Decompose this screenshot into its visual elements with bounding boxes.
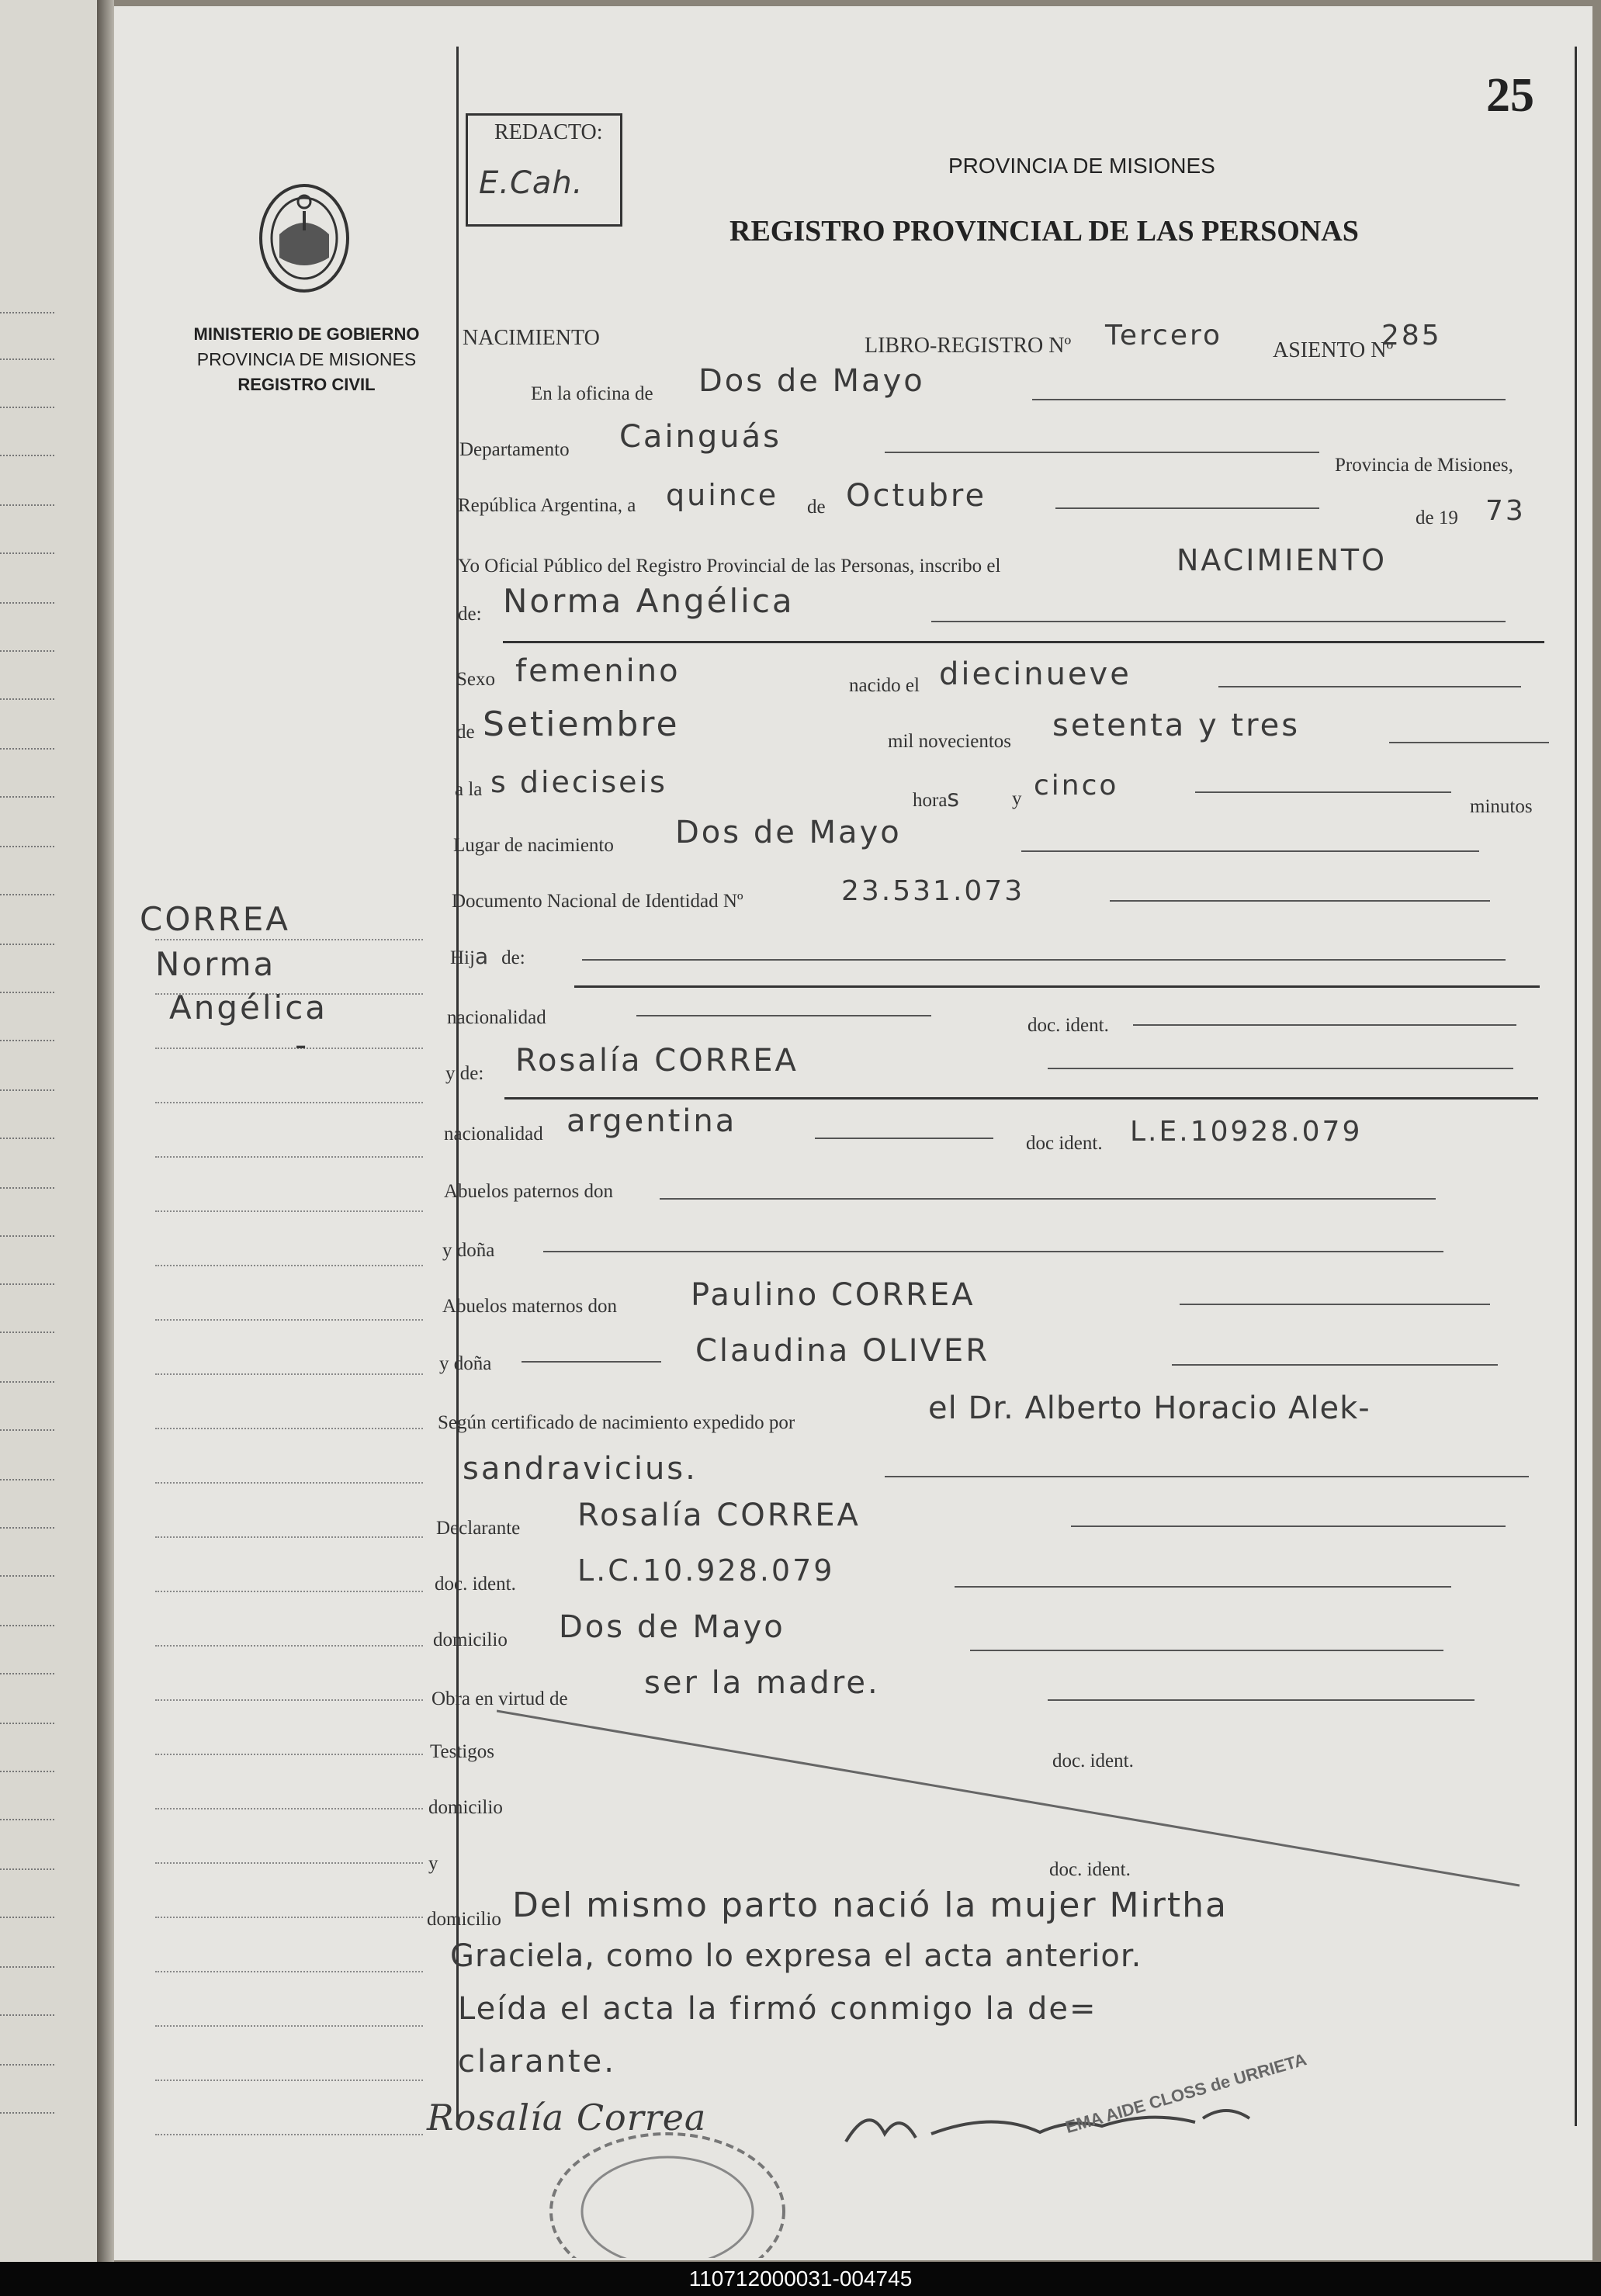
declarante-label: Declarante	[436, 1518, 521, 1539]
lugar-value: Dos de Mayo	[675, 815, 902, 850]
libro-value: Tercero	[1105, 320, 1223, 351]
declarante-line	[1071, 1525, 1506, 1527]
abuelo-materno-line	[1180, 1304, 1490, 1305]
madre-underline	[504, 1097, 1538, 1100]
docident3-line	[955, 1586, 1451, 1588]
nombre-line	[931, 621, 1506, 622]
ydona1-label: y doña	[442, 1240, 495, 1261]
obra-value: ser la madre.	[644, 1665, 880, 1701]
yde-label: y de:	[445, 1063, 484, 1084]
docident2-label: doc ident.	[1026, 1133, 1103, 1154]
docident5-label: doc. ident.	[1049, 1859, 1131, 1880]
nombre-value: Norma Angélica	[503, 582, 795, 620]
minutos-line	[1195, 791, 1451, 793]
certificado-label: Según certificado de nacimiento expedido por	[438, 1412, 795, 1433]
docident1-label: doc. ident.	[1027, 1015, 1109, 1036]
anio-label: de 19	[1416, 507, 1458, 528]
book-gutter	[97, 0, 114, 2262]
madre-line	[1048, 1068, 1513, 1069]
horas-suffix: s	[947, 785, 962, 812]
mes-value: Octubre	[846, 478, 987, 514]
note-line4: clarante.	[458, 2044, 616, 2080]
dni-label: Documento Nacional de Identidad Nº	[452, 891, 743, 912]
docident4-label: doc. ident.	[1052, 1751, 1134, 1771]
oficial-value: NACIMIENTO	[1176, 543, 1388, 577]
certificado-value1: el Dr. Alberto Horacio Alek-	[928, 1390, 1371, 1426]
de-colon-label: de:	[458, 604, 482, 625]
nacionalidad1-label: nacionalidad	[447, 1007, 546, 1028]
oficina-label: En la oficina de	[531, 383, 653, 404]
asiento-label: ASIENTO Nº	[1273, 338, 1394, 362]
declarant-signature: Rosalía Correa	[427, 2097, 707, 2138]
anio-nac-value: setenta y tres	[1052, 708, 1301, 743]
lugar-line	[1021, 850, 1479, 852]
minutos-value: cinco	[1034, 770, 1119, 802]
redacto-initials: E.Cah.	[479, 165, 584, 201]
mil-label: mil novecientos	[888, 731, 1011, 752]
oficina-line	[1032, 399, 1506, 400]
provincial-seal-icon	[256, 180, 353, 296]
docident2-value: L.E.10928.079	[1130, 1116, 1363, 1148]
dni-line	[1110, 900, 1490, 902]
nacido-label: nacido el	[849, 675, 920, 696]
hijo-label-pre: Hij	[450, 947, 475, 968]
ydona2-label: y doña	[439, 1353, 492, 1374]
departamento-label: Departamento	[459, 439, 570, 460]
oficina-value: Dos de Mayo	[698, 363, 925, 399]
hijo-label-mark: a	[474, 944, 491, 969]
mes-line	[1055, 507, 1319, 509]
y2-label: y	[428, 1853, 438, 1874]
official-name-stamp: EMA AIDE CLOSS de URRIETA	[1063, 2049, 1309, 2138]
hijo-label-post: de:	[501, 947, 525, 968]
note-line3: Leída el acta la firmó conmigo la de=	[458, 1991, 1097, 2027]
departamento-line	[885, 452, 1319, 453]
nacido-line	[1218, 686, 1521, 687]
nacionalidad2-line	[815, 1138, 993, 1139]
hijo-underline	[574, 985, 1540, 988]
anio-value: 73	[1485, 495, 1526, 527]
de2-label: de	[456, 722, 475, 743]
margin-dash: -	[295, 1026, 310, 1064]
sexo-label: Sexo	[456, 669, 495, 690]
ministry-line2: PROVINCIA DE MISIONES	[196, 349, 417, 369]
margin-name1: Norma	[155, 945, 276, 983]
abuela-materna-line	[1172, 1364, 1498, 1366]
hijo-line	[582, 959, 1506, 961]
abuelo-materno-value: Paulino CORREA	[691, 1277, 976, 1313]
note-line2: Graciela, como lo expresa el acta anterior.	[450, 1938, 1142, 1974]
record-type-label: NACIMIENTO	[463, 326, 600, 350]
province-header: PROVINCIA DE MISIONES	[948, 154, 1215, 178]
nacionalidad2-value: argentina	[567, 1103, 737, 1139]
image-caption: 110712000031-004745	[0, 2262, 1601, 2296]
ministry-line3: REGISTRO CIVIL	[237, 375, 376, 394]
registry-title: REGISTRO PROVINCIAL DE LAS PERSONAS	[729, 215, 1359, 248]
margin-name2: Angélica	[169, 989, 328, 1027]
page-number: 25	[1486, 69, 1534, 122]
nacionalidad2-label: nacionalidad	[444, 1124, 543, 1145]
docident1-line	[1133, 1024, 1516, 1026]
nombre-underline	[503, 641, 1544, 643]
ydona1-line	[543, 1251, 1443, 1252]
nacionalidad1-line	[636, 1015, 931, 1016]
provincia-suffix: Provincia de Misiones,	[1335, 455, 1513, 476]
docident3-label: doc. ident.	[435, 1574, 516, 1595]
redacto-box	[466, 113, 622, 227]
dni-value: 23.531.073	[841, 875, 1025, 907]
hijo-label	[450, 944, 525, 969]
horas-label-text: hora	[913, 790, 948, 811]
ydona2-dash	[522, 1361, 661, 1363]
cancel-stroke	[497, 1707, 1521, 1893]
lugar-label: Lugar de nacimiento	[453, 835, 614, 856]
domicilio1-line	[970, 1650, 1443, 1651]
domicilio2-label: domicilio	[428, 1797, 503, 1818]
testigos-label: Testigos	[430, 1741, 494, 1762]
anio-nac-line	[1389, 742, 1549, 743]
official-stamp-icon	[535, 2126, 799, 2258]
ministry-line1: MINISTERIO DE GOBIERNO	[193, 324, 420, 344]
docident3-value: L.C.10.928.079	[577, 1553, 835, 1588]
minutos-label: minutos	[1470, 796, 1533, 817]
madre-value: Rosalía CORREA	[515, 1043, 799, 1079]
de-label: de	[807, 497, 826, 518]
obra-label: Obra en virtud de	[431, 1688, 568, 1709]
abuelos-paternos-line	[660, 1198, 1436, 1200]
redacto-label: REDACTO:	[494, 120, 603, 144]
domicilio1-label: domicilio	[433, 1629, 508, 1650]
abuela-materna-value: Claudina OLIVER	[695, 1333, 989, 1369]
republica-label: República Argentina, a	[458, 495, 636, 516]
libro-label: LIBRO-REGISTRO Nº	[865, 334, 1072, 358]
horas-label	[913, 785, 962, 812]
sexo-value: femenino	[515, 653, 681, 689]
mes-nac-value: Setiembre	[483, 705, 680, 744]
departamento-value: Cainguás	[619, 419, 781, 455]
oficial-text: Yo Oficial Público del Registro Provincial de las Personas, inscribo el	[458, 556, 1001, 577]
dia-value: quince	[666, 478, 779, 512]
margin-surname: CORREA	[140, 900, 291, 938]
left-page-edge	[0, 0, 97, 2262]
certificado-line	[885, 1476, 1529, 1477]
domicilio1-value: Dos de Mayo	[559, 1609, 785, 1645]
domicilio3-label: domicilio	[427, 1909, 501, 1930]
declarante-value: Rosalía CORREA	[577, 1498, 861, 1533]
nacido-value: diecinueve	[939, 656, 1131, 692]
abuelos-paternos-label: Abuelos paternos don	[444, 1181, 614, 1202]
certificado-value2: sandravicius.	[463, 1451, 698, 1487]
obra-line	[1048, 1699, 1475, 1701]
asiento-value: 285	[1381, 320, 1442, 351]
ala-label: a la	[455, 779, 483, 800]
y-label: y	[1012, 788, 1022, 809]
abuelos-maternos-label: Abuelos maternos don	[442, 1296, 617, 1317]
note-line1: Del mismo parto nació la mujer Mirtha	[512, 1886, 1228, 1925]
hora-value: s dieciseis	[490, 765, 667, 799]
official-signature-scribble	[838, 2087, 1273, 2161]
ministry-block	[175, 324, 438, 395]
